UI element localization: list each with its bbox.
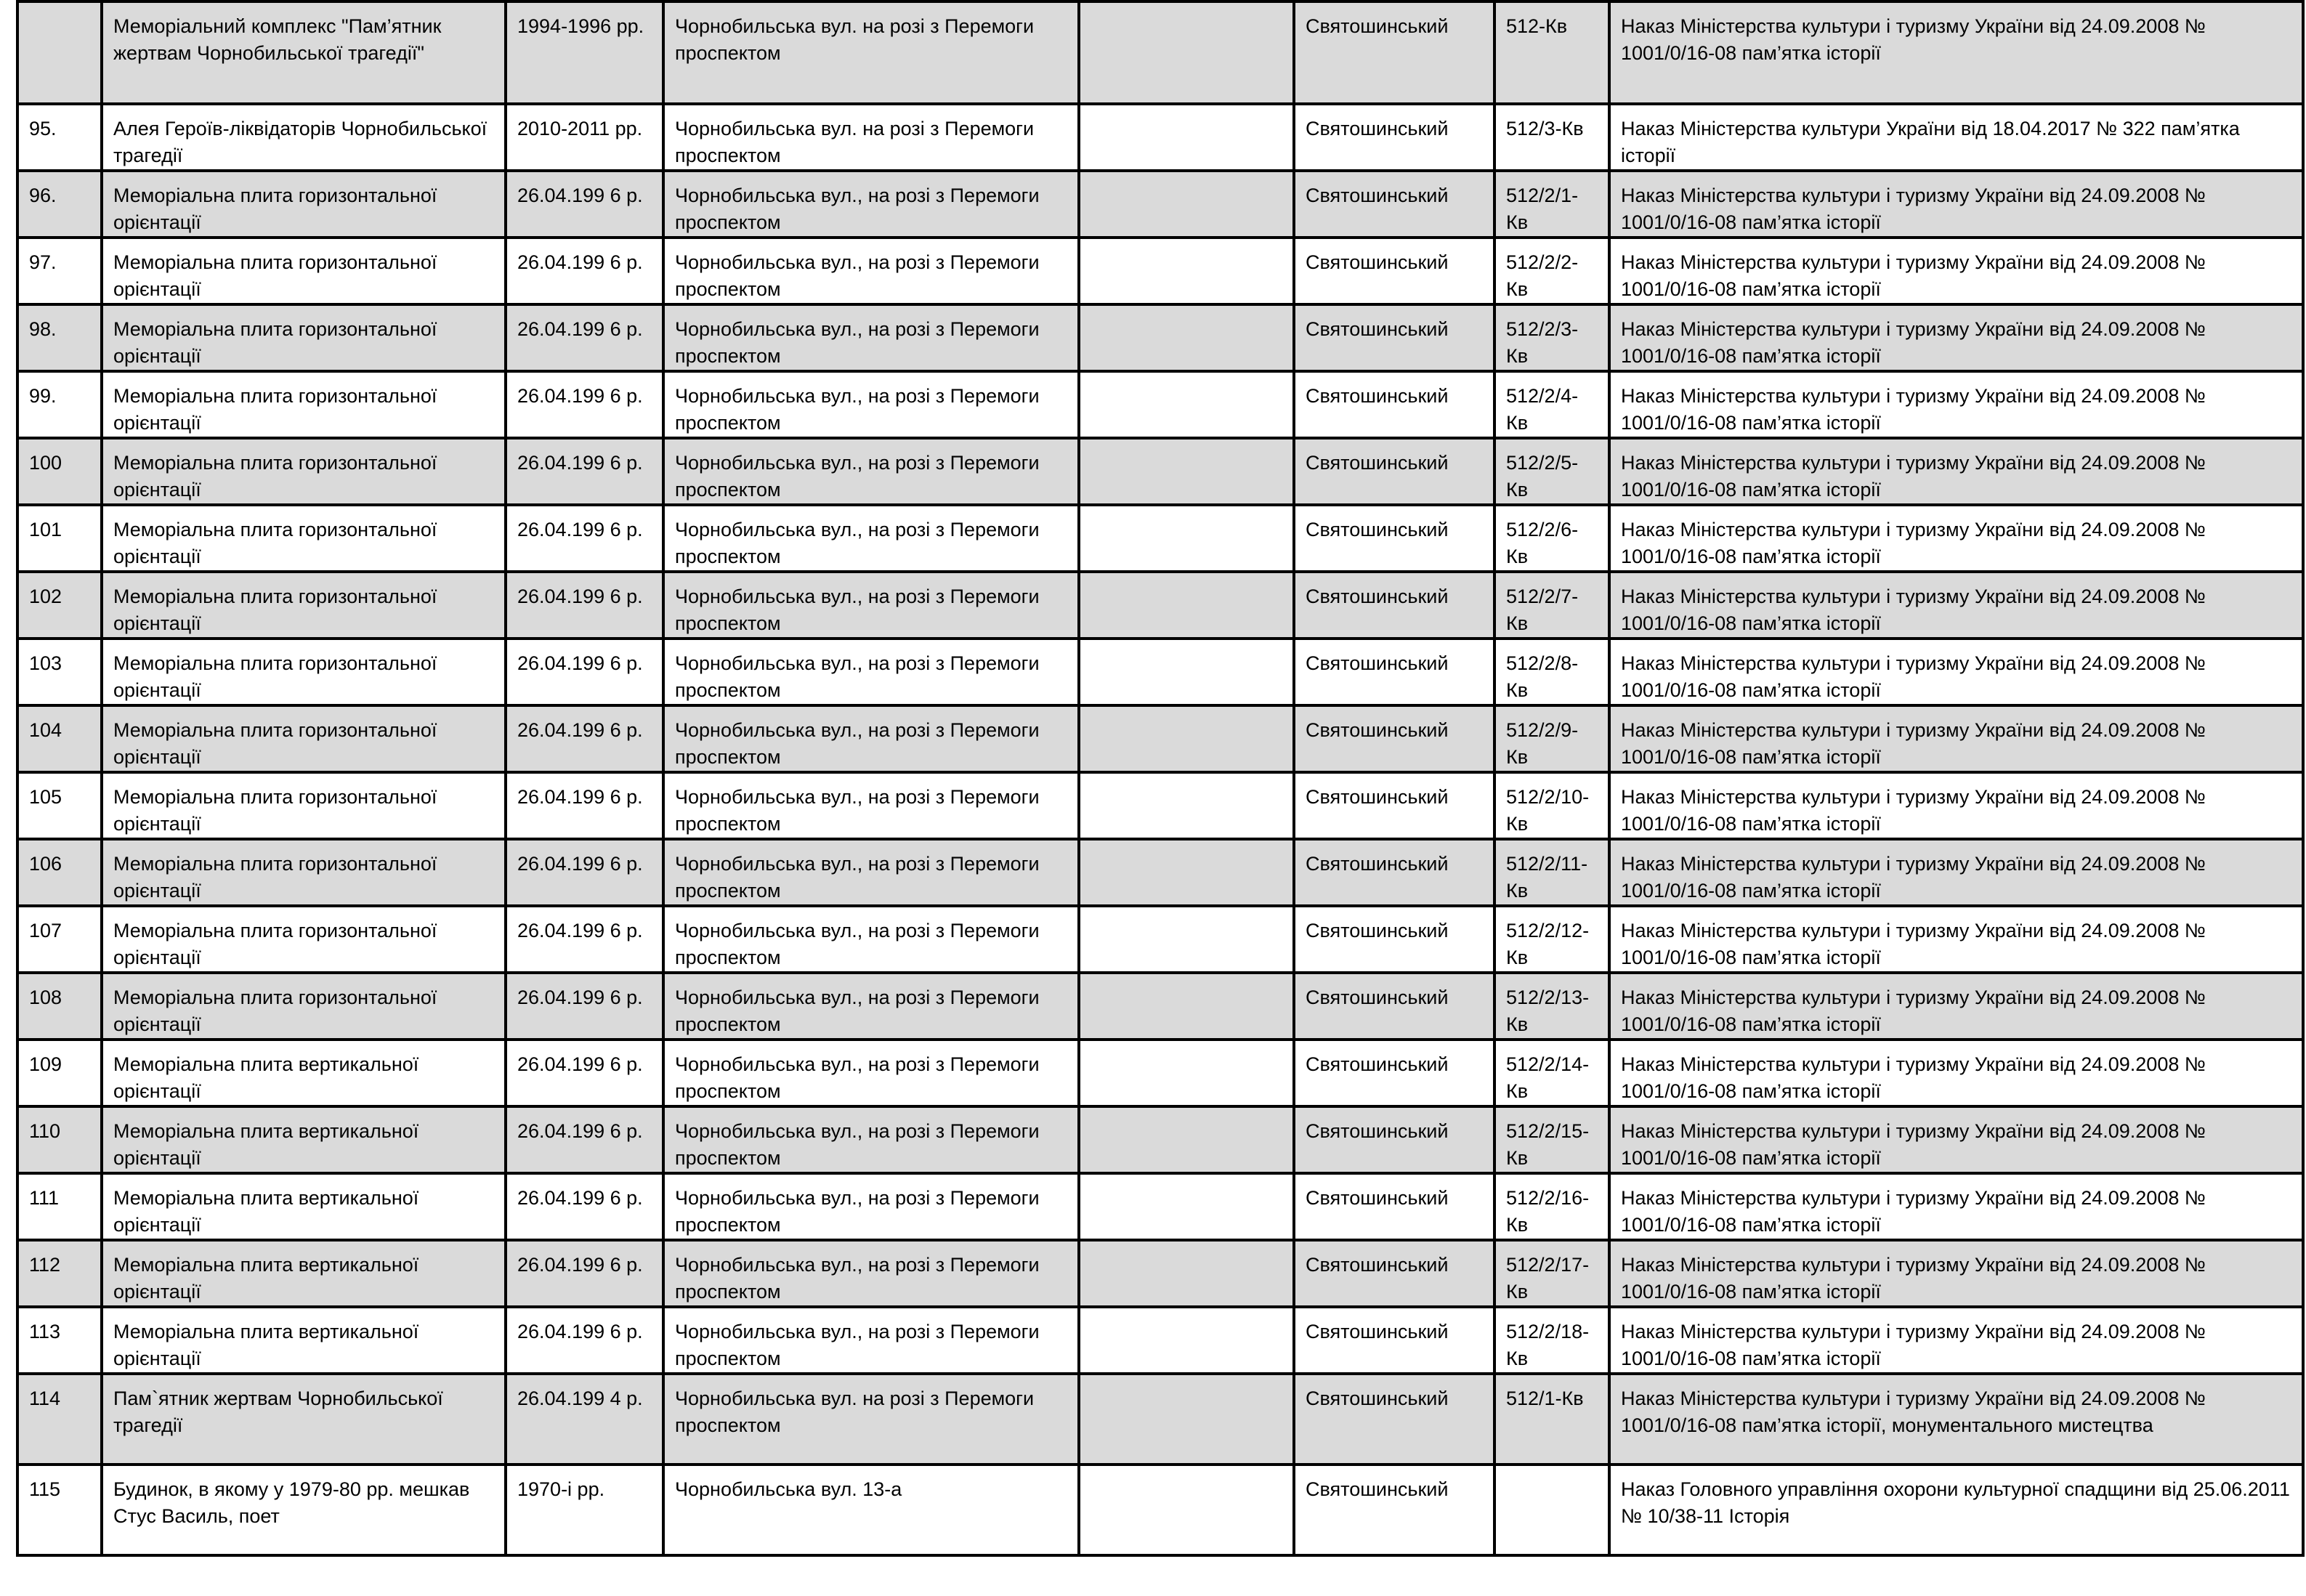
protection-code-cell: 512/3-Кв	[1494, 104, 1609, 171]
order-cell: Наказ Міністерства культури і туризму України від 24.09.2008 № 1001/0/16-08 пам’ятка історії	[1609, 171, 2303, 238]
table-row	[17, 906, 2303, 973]
address-cell: Чорнобильська вул., на розі з Перемоги проспектом	[663, 1106, 1079, 1173]
date-cell: 26.04.199 6 р.	[506, 772, 663, 839]
table-row	[17, 104, 2303, 171]
table-row	[17, 1040, 2303, 1106]
monument-name-cell: Будинок, в якому у 1979-80 рр. мешкав Стус Василь, поет	[102, 1465, 506, 1555]
address-cell: Чорнобильська вул., на розі з Перемоги проспектом	[663, 839, 1079, 906]
order-cell: Наказ Міністерства культури і туризму України від 24.09.2008 № 1001/0/16-08 пам’ятка історії	[1609, 1, 2303, 104]
date-cell: 26.04.199 6 р.	[506, 906, 663, 973]
table-row	[17, 371, 2303, 438]
order-cell: Наказ Міністерства культури і туризму України від 24.09.2008 № 1001/0/16-08 пам’ятка історії	[1609, 438, 2303, 505]
order-cell: Наказ Міністерства культури і туризму України від 24.09.2008 № 1001/0/16-08 пам’ятка історії	[1609, 572, 2303, 639]
protection-code-cell: 512/2/7-Кв	[1494, 572, 1609, 639]
order-cell: Наказ Міністерства культури України від 18.04.2017 № 322 пам’ятка історії	[1609, 104, 2303, 171]
protection-code-cell: 512/2/14-Кв	[1494, 1040, 1609, 1106]
address-cell: Чорнобильська вул., на розі з Перемоги проспектом	[663, 772, 1079, 839]
order-cell: Наказ Міністерства культури і туризму України від 24.09.2008 № 1001/0/16-08 пам’ятка історії	[1609, 1307, 2303, 1374]
table-row	[17, 1465, 2303, 1555]
order-cell: Наказ Міністерства культури і туризму України від 24.09.2008 № 1001/0/16-08 пам’ятка історії	[1609, 1173, 2303, 1240]
address-cell: Чорнобильська вул. на розі з Перемоги проспектом	[663, 104, 1079, 171]
district-cell: Святошинський	[1294, 572, 1494, 639]
table-row	[17, 1, 2303, 104]
address-cell: Чорнобильська вул., на розі з Перемоги проспектом	[663, 238, 1079, 304]
monument-name-cell: Меморіальна плита горизонтальної орієнтації	[102, 438, 506, 505]
empty-cell	[1079, 1106, 1294, 1173]
monument-name-cell: Меморіальна плита горизонтальної орієнтації	[102, 639, 506, 705]
address-cell: Чорнобильська вул., на розі з Перемоги проспектом	[663, 572, 1079, 639]
order-cell: Наказ Міністерства культури і туризму України від 24.09.2008 № 1001/0/16-08 пам’ятка історії, монументального мистецтва	[1609, 1374, 2303, 1465]
protection-code-cell: 512/2/16-Кв	[1494, 1173, 1609, 1240]
row-number-cell: 112	[17, 1240, 102, 1307]
date-cell: 26.04.199 6 р.	[506, 839, 663, 906]
row-number-cell: 105	[17, 772, 102, 839]
address-cell: Чорнобильська вул. на розі з Перемоги проспектом	[663, 1, 1079, 104]
empty-cell	[1079, 572, 1294, 639]
address-cell: Чорнобильська вул., на розі з Перемоги проспектом	[663, 171, 1079, 238]
protection-code-cell: 512/2/13-Кв	[1494, 973, 1609, 1040]
date-cell: 1970-і рр.	[506, 1465, 663, 1555]
address-cell: Чорнобильська вул., на розі з Перемоги проспектом	[663, 639, 1079, 705]
date-cell: 26.04.199 6 р.	[506, 1240, 663, 1307]
table-row	[17, 1106, 2303, 1173]
empty-cell	[1079, 371, 1294, 438]
monument-name-cell: Меморіальна плита горизонтальної орієнтації	[102, 973, 506, 1040]
date-cell: 26.04.199 6 р.	[506, 438, 663, 505]
protection-code-cell: 512/2/18-Кв	[1494, 1307, 1609, 1374]
row-number-cell: 103	[17, 639, 102, 705]
monument-name-cell: Меморіальний комплекс "Пам’ятник жертвам Чорнобильської трагедії"	[102, 1, 506, 104]
date-cell: 26.04.199 6 р.	[506, 505, 663, 572]
district-cell: Святошинський	[1294, 1307, 1494, 1374]
empty-cell	[1079, 1465, 1294, 1555]
date-cell: 26.04.199 6 р.	[506, 171, 663, 238]
table-row	[17, 705, 2303, 772]
empty-cell	[1079, 839, 1294, 906]
row-number-cell: 98.	[17, 304, 102, 371]
row-number-cell: 108	[17, 973, 102, 1040]
order-cell: Наказ Міністерства культури і туризму України від 24.09.2008 № 1001/0/16-08 пам’ятка історії	[1609, 1106, 2303, 1173]
address-cell: Чорнобильська вул., на розі з Перемоги проспектом	[663, 973, 1079, 1040]
district-cell: Святошинський	[1294, 505, 1494, 572]
district-cell: Святошинський	[1294, 906, 1494, 973]
row-number-cell: 113	[17, 1307, 102, 1374]
monument-name-cell: Меморіальна плита горизонтальної орієнтації	[102, 772, 506, 839]
empty-cell	[1079, 1307, 1294, 1374]
date-cell: 26.04.199 6 р.	[506, 1040, 663, 1106]
row-number-cell: 115	[17, 1465, 102, 1555]
protection-code-cell: 512/2/15-Кв	[1494, 1106, 1609, 1173]
table-row	[17, 839, 2303, 906]
monument-name-cell: Меморіальна плита вертикальної орієнтації	[102, 1173, 506, 1240]
table-row	[17, 505, 2303, 572]
row-number-cell: 100	[17, 438, 102, 505]
monument-name-cell: Меморіальна плита горизонтальної орієнтації	[102, 572, 506, 639]
district-cell: Святошинський	[1294, 1465, 1494, 1555]
order-cell: Наказ Міністерства культури і туризму України від 24.09.2008 № 1001/0/16-08 пам’ятка історії	[1609, 505, 2303, 572]
protection-code-cell: 512/2/8-Кв	[1494, 639, 1609, 705]
row-number-cell: 110	[17, 1106, 102, 1173]
row-number-cell: 111	[17, 1173, 102, 1240]
table-row	[17, 1240, 2303, 1307]
row-number-cell: 102	[17, 572, 102, 639]
empty-cell	[1079, 1374, 1294, 1465]
order-cell: Наказ Міністерства культури і туризму України від 24.09.2008 № 1001/0/16-08 пам’ятка історії	[1609, 1040, 2303, 1106]
protection-code-cell: 512/2/11-Кв	[1494, 839, 1609, 906]
order-cell: Наказ Міністерства культури і туризму України від 24.09.2008 № 1001/0/16-08 пам’ятка історії	[1609, 772, 2303, 839]
monument-name-cell: Пам`ятник жертвам Чорнобильської трагедії	[102, 1374, 506, 1465]
protection-code-cell: 512/2/9-Кв	[1494, 705, 1609, 772]
district-cell: Святошинський	[1294, 1040, 1494, 1106]
protection-code-cell: 512/1-Кв	[1494, 1374, 1609, 1465]
order-cell: Наказ Міністерства культури і туризму України від 24.09.2008 № 1001/0/16-08 пам’ятка історії	[1609, 973, 2303, 1040]
empty-cell	[1079, 438, 1294, 505]
protection-code-cell: 512/2/12-Кв	[1494, 906, 1609, 973]
date-cell: 26.04.199 6 р.	[506, 304, 663, 371]
table-row	[17, 1307, 2303, 1374]
empty-cell	[1079, 1, 1294, 104]
order-cell: Наказ Міністерства культури і туризму України від 24.09.2008 № 1001/0/16-08 пам’ятка історії	[1609, 371, 2303, 438]
table-row	[17, 238, 2303, 304]
address-cell: Чорнобильська вул., на розі з Перемоги проспектом	[663, 1307, 1079, 1374]
district-cell: Святошинський	[1294, 1106, 1494, 1173]
district-cell: Святошинський	[1294, 639, 1494, 705]
row-number-cell: 114	[17, 1374, 102, 1465]
date-cell: 26.04.199 6 р.	[506, 1106, 663, 1173]
monument-name-cell: Меморіальна плита вертикальної орієнтації	[102, 1106, 506, 1173]
protection-code-cell: 512/2/10-Кв	[1494, 772, 1609, 839]
empty-cell	[1079, 906, 1294, 973]
empty-cell	[1079, 304, 1294, 371]
empty-cell	[1079, 705, 1294, 772]
monument-name-cell: Алея Героїв-ліквідаторів Чорнобильської трагедії	[102, 104, 506, 171]
district-cell: Святошинський	[1294, 772, 1494, 839]
empty-cell	[1079, 1040, 1294, 1106]
row-number-cell: 109	[17, 1040, 102, 1106]
empty-cell	[1079, 772, 1294, 839]
row-number-cell: 97.	[17, 238, 102, 304]
monuments-table	[16, 0, 2305, 1557]
district-cell: Святошинський	[1294, 973, 1494, 1040]
empty-cell	[1079, 1173, 1294, 1240]
address-cell: Чорнобильська вул., на розі з Перемоги проспектом	[663, 438, 1079, 505]
address-cell: Чорнобильська вул. 13-а	[663, 1465, 1079, 1555]
date-cell: 26.04.199 6 р.	[506, 973, 663, 1040]
table-row	[17, 772, 2303, 839]
protection-code-cell: 512/2/1-Кв	[1494, 171, 1609, 238]
address-cell: Чорнобильська вул., на розі з Перемоги проспектом	[663, 906, 1079, 973]
table-row	[17, 171, 2303, 238]
row-number-cell: 96.	[17, 171, 102, 238]
order-cell: Наказ Міністерства культури і туризму України від 24.09.2008 № 1001/0/16-08 пам’ятка історії	[1609, 705, 2303, 772]
district-cell: Святошинський	[1294, 104, 1494, 171]
district-cell: Святошинський	[1294, 839, 1494, 906]
date-cell: 26.04.199 6 р.	[506, 639, 663, 705]
monument-name-cell: Меморіальна плита горизонтальної орієнтації	[102, 238, 506, 304]
district-cell: Святошинський	[1294, 1374, 1494, 1465]
monument-name-cell: Меморіальна плита горизонтальної орієнтації	[102, 171, 506, 238]
protection-code-cell: 512/2/3-Кв	[1494, 304, 1609, 371]
date-cell: 26.04.199 6 р.	[506, 1307, 663, 1374]
district-cell: Святошинський	[1294, 438, 1494, 505]
empty-cell	[1079, 238, 1294, 304]
date-cell: 26.04.199 4 р.	[506, 1374, 663, 1465]
address-cell: Чорнобильська вул. на розі з Перемоги проспектом	[663, 1374, 1079, 1465]
row-number-cell: 99.	[17, 371, 102, 438]
empty-cell	[1079, 639, 1294, 705]
date-cell: 26.04.199 6 р.	[506, 572, 663, 639]
protection-code-cell: 512/2/17-Кв	[1494, 1240, 1609, 1307]
empty-cell	[1079, 973, 1294, 1040]
district-cell: Святошинський	[1294, 171, 1494, 238]
monument-name-cell: Меморіальна плита вертикальної орієнтації	[102, 1307, 506, 1374]
monument-name-cell: Меморіальна плита вертикальної орієнтації	[102, 1040, 506, 1106]
date-cell: 26.04.199 6 р.	[506, 705, 663, 772]
order-cell: Наказ Міністерства культури і туризму України від 24.09.2008 № 1001/0/16-08 пам’ятка історії	[1609, 906, 2303, 973]
table-row	[17, 572, 2303, 639]
address-cell: Чорнобильська вул., на розі з Перемоги проспектом	[663, 1173, 1079, 1240]
order-cell: Наказ Міністерства культури і туризму України від 24.09.2008 № 1001/0/16-08 пам’ятка історії	[1609, 839, 2303, 906]
table-row	[17, 973, 2303, 1040]
row-number-cell: 107	[17, 906, 102, 973]
district-cell: Святошинський	[1294, 1, 1494, 104]
table-row	[17, 304, 2303, 371]
empty-cell	[1079, 1240, 1294, 1307]
district-cell: Святошинський	[1294, 238, 1494, 304]
district-cell: Святошинський	[1294, 371, 1494, 438]
date-cell: 26.04.199 6 р.	[506, 1173, 663, 1240]
date-cell: 2010-2011 рр.	[506, 104, 663, 171]
address-cell: Чорнобильська вул., на розі з Перемоги проспектом	[663, 1240, 1079, 1307]
order-cell: Наказ Міністерства культури і туризму України від 24.09.2008 № 1001/0/16-08 пам’ятка історії	[1609, 304, 2303, 371]
address-cell: Чорнобильська вул., на розі з Перемоги проспектом	[663, 304, 1079, 371]
monument-name-cell: Меморіальна плита горизонтальної орієнтації	[102, 371, 506, 438]
empty-cell	[1079, 171, 1294, 238]
address-cell: Чорнобильська вул., на розі з Перемоги проспектом	[663, 705, 1079, 772]
row-number-cell: 101	[17, 505, 102, 572]
order-cell: Наказ Міністерства культури і туризму України від 24.09.2008 № 1001/0/16-08 пам’ятка історії	[1609, 238, 2303, 304]
empty-cell	[1079, 505, 1294, 572]
protection-code-cell: 512/2/5-Кв	[1494, 438, 1609, 505]
table-row	[17, 639, 2303, 705]
protection-code-cell: 512-Кв	[1494, 1, 1609, 104]
protection-code-cell: 512/2/4-Кв	[1494, 371, 1609, 438]
row-number-cell: 106	[17, 839, 102, 906]
district-cell: Святошинський	[1294, 1240, 1494, 1307]
monument-name-cell: Меморіальна плита горизонтальної орієнтації	[102, 505, 506, 572]
date-cell: 26.04.199 6 р.	[506, 371, 663, 438]
monument-name-cell: Меморіальна плита горизонтальної орієнтації	[102, 839, 506, 906]
row-number-cell	[17, 1, 102, 104]
monument-name-cell: Меморіальна плита вертикальної орієнтації	[102, 1240, 506, 1307]
address-cell: Чорнобильська вул., на розі з Перемоги проспектом	[663, 505, 1079, 572]
monument-name-cell: Меморіальна плита горизонтальної орієнтації	[102, 304, 506, 371]
address-cell: Чорнобильська вул., на розі з Перемоги проспектом	[663, 371, 1079, 438]
protection-code-cell: 512/2/2-Кв	[1494, 238, 1609, 304]
district-cell: Святошинський	[1294, 705, 1494, 772]
order-cell: Наказ Міністерства культури і туризму України від 24.09.2008 № 1001/0/16-08 пам’ятка історії	[1609, 639, 2303, 705]
table-row	[17, 438, 2303, 505]
table-row	[17, 1374, 2303, 1465]
address-cell: Чорнобильська вул., на розі з Перемоги проспектом	[663, 1040, 1079, 1106]
district-cell: Святошинський	[1294, 304, 1494, 371]
row-number-cell: 104	[17, 705, 102, 772]
empty-cell	[1079, 104, 1294, 171]
monument-name-cell: Меморіальна плита горизонтальної орієнтації	[102, 906, 506, 973]
order-cell: Наказ Міністерства культури і туризму України від 24.09.2008 № 1001/0/16-08 пам’ятка історії	[1609, 1240, 2303, 1307]
date-cell: 1994-1996 рр.	[506, 1, 663, 104]
monument-name-cell: Меморіальна плита горизонтальної орієнтації	[102, 705, 506, 772]
protection-code-cell	[1494, 1465, 1609, 1555]
district-cell: Святошинський	[1294, 1173, 1494, 1240]
row-number-cell: 95.	[17, 104, 102, 171]
table-row	[17, 1173, 2303, 1240]
protection-code-cell: 512/2/6-Кв	[1494, 505, 1609, 572]
order-cell: Наказ Головного управління охорони культурної спадщини від 25.06.2011 № 10/38-11 Історія	[1609, 1465, 2303, 1555]
date-cell: 26.04.199 6 р.	[506, 238, 663, 304]
